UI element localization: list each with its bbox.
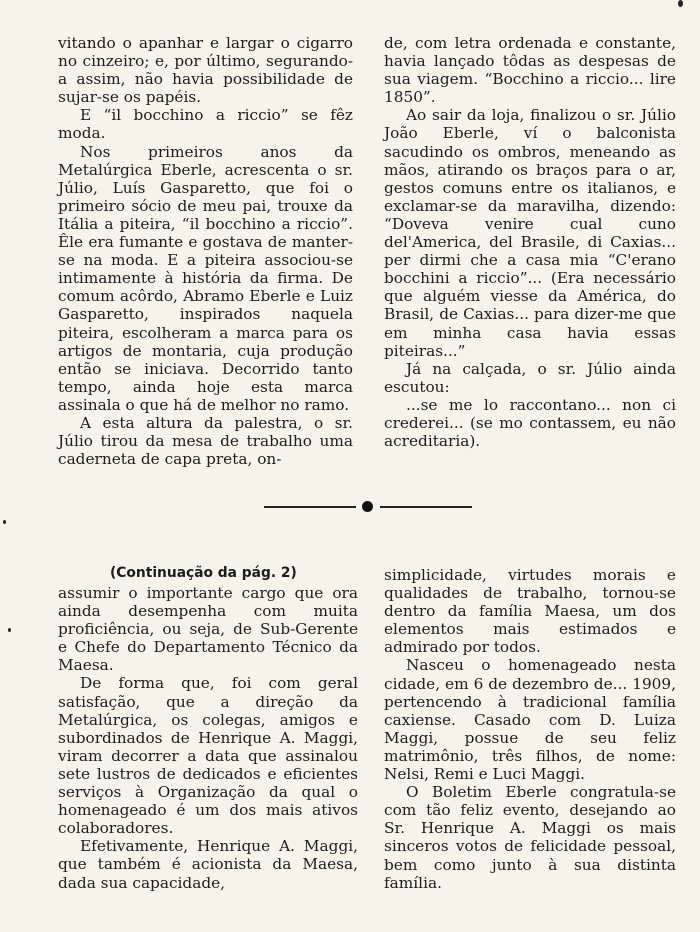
paragraph: ...se me lo raccontano... non ci crederei... (se mo contassem, eu não acreditaria).	[384, 395, 676, 451]
paragraph: De forma que, foi com geral satisfação, que a direção da Metalúrgica, os colegas, amigos e subordinados de Henrique A. Maggi, viram decorrer a data que assinalou sete lustros de dedicados e eficientes serviços à Organização da qual o homenageado é um dos mais ativos colaboradores.	[58, 674, 358, 838]
paragraph: vitando o apanhar e largar o cigarro no cinzeiro; e, por último, segurando-a assim, não havia possibilidade de sujar-se os papéis.	[58, 34, 353, 107]
paragraph: Ao sair da loja, finalizou o sr. Júlio João Eberle, ví o balconista sacudindo os ombros, meneando as mãos, atirando os braços para o ar, gestos comuns entre os italianos, e exclamar-se da maravilha, dizendo: “Doveva venire cual cuno del'America, del Brasile, di Caxias... per dirmi che a casa mia “C'erano bocchini a riccio”... (Era necessário que alguém viesse da América, do Brasil, de Caxias... para dizer-me que em minha casa havia essas piteiras...”	[384, 106, 676, 360]
paragraph: Nos primeiros anos da Metalúrgica Eberle, acrescenta o sr. Júlio, Luís Gasparetto, que foi o primeiro sócio de meu pai, trouxe da Itália a piteira, “il bocchino a riccio”. Êle era fumante e gostava de manter-se na moda. E a piteira associou-se intimamente à história da firma. De comum acôrdo, Abramo Eberle e Luiz Gasparetto, inspirados naquela piteira, escolheram a marca para os artigos de montaria, cuja produção então se iniciava. Decorrido tanto tempo, ainda hoje esta marca assinala o que há de melhor no ramo.	[58, 142, 353, 414]
paragraph: O Boletim Eberle congratula-se com tão feliz evento, desejando ao Sr. Henrique A. Maggi os mais sinceros votos de felicidade pessoal, bem como junto à sua distinta família.	[384, 783, 676, 892]
article-bottom-left-column	[58, 584, 358, 892]
section-divider-right	[380, 506, 472, 508]
paragraph: Efetivamente, Henrique A. Maggi, que também é acionista da Maesa, dada sua capacidade,	[58, 837, 358, 892]
article-bottom-right-column	[384, 566, 676, 892]
continuation-heading: (Continuação da pág. 2)	[110, 565, 297, 581]
paragraph: E “il bocchino a riccio” se fêz moda.	[58, 106, 353, 143]
print-speck	[678, 0, 683, 7]
article-top-right-column	[384, 34, 676, 450]
article-top-left-column	[58, 34, 353, 468]
section-divider-bullet	[362, 501, 373, 512]
paragraph: assumir o importante cargo que ora ainda desempenha com muita proficiência, ou seja, de Sub-Gerente e Chefe do Departamento Técnico da Maesa.	[58, 584, 358, 675]
paragraph: Já na calçada, o sr. Júlio ainda escutou:	[384, 359, 676, 396]
paragraph: A esta altura da palestra, o sr. Júlio tirou da mesa de trabalho uma caderneta de capa preta, on-	[58, 413, 353, 469]
paragraph: de, com letra ordenada e constante, havia lançado tôdas as despesas de sua viagem. “Bocchino a riccio... lire 1850”.	[384, 34, 676, 107]
section-divider-left	[264, 506, 356, 508]
print-speck	[3, 520, 6, 524]
paragraph: simplicidade, virtudes morais e qualidades de trabalho, tornou-se dentro da família Maesa, um dos elementos mais estimados e admirado por todos.	[384, 566, 676, 657]
print-speck	[8, 628, 11, 632]
paragraph: Nasceu o homenageado nesta cidade, em 6 de dezembro de... 1909, pertencendo à tradicional família caxiense. Casado com D. Luiza Maggi, possue de seu feliz matrimônio, três filhos, de nome: Nelsi, Remi e Luci Maggi.	[384, 656, 676, 784]
